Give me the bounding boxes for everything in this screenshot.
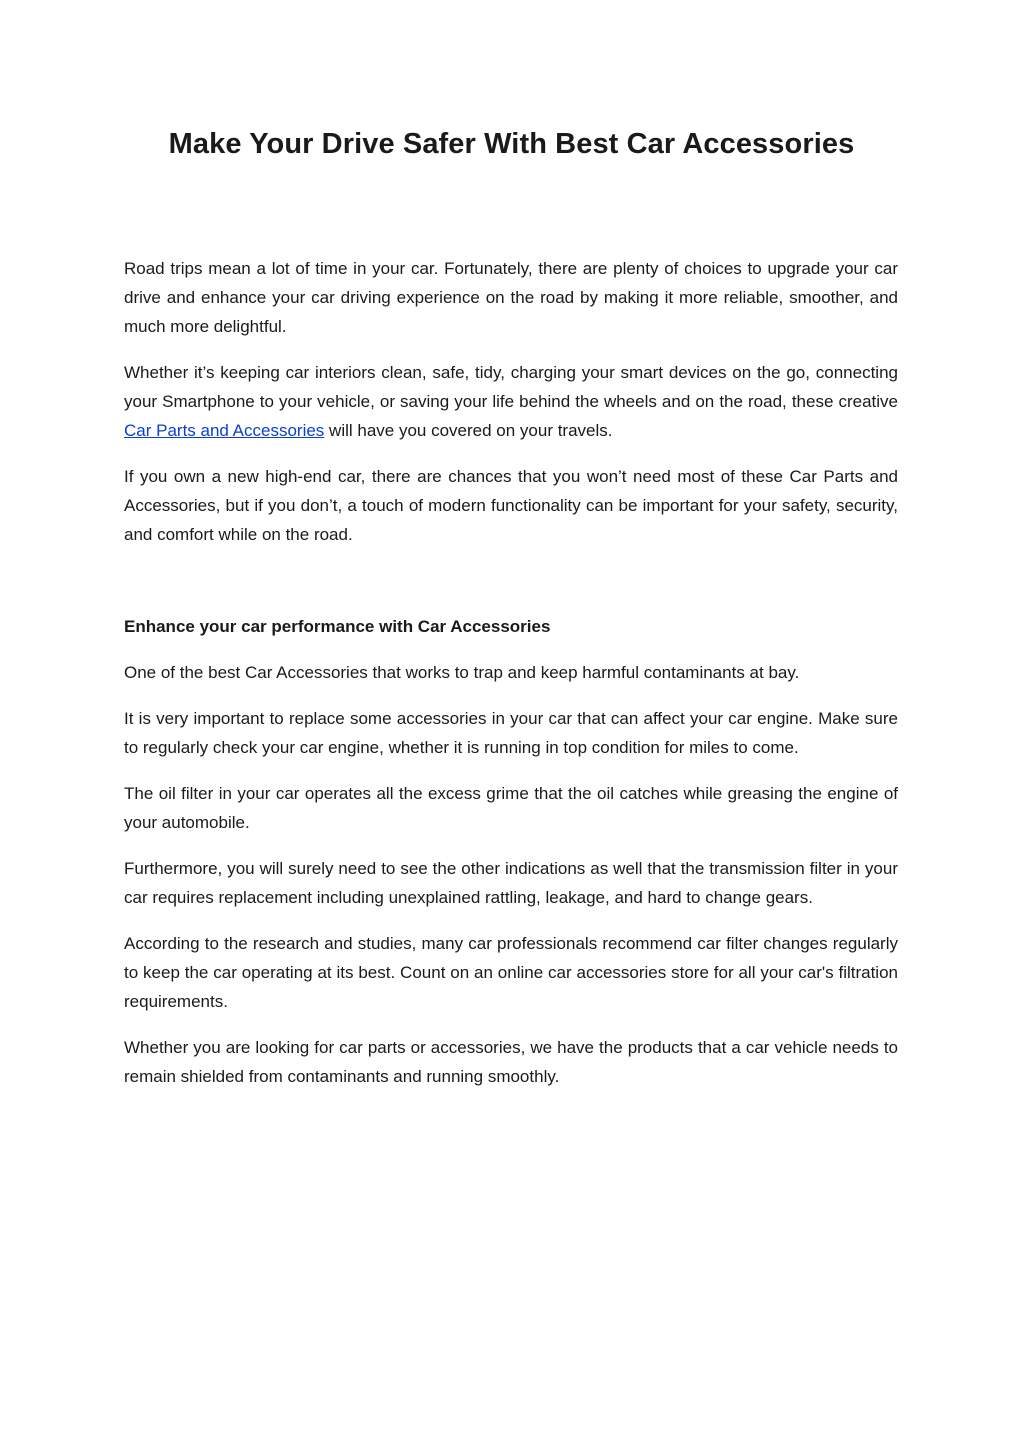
document-body [124, 254, 898, 1108]
document-title: Make Your Drive Safer With Best Car Accessories [168, 128, 855, 160]
paragraph-transmission: Furthermore, you will surely need to see the other indications as well that the transmission filter in your car requires replacement including unexplained rattling, leakage, and hard to change gears. [124, 859, 898, 907]
paragraph-intro: Road trips mean a lot of time in your car. Fortunately, there are plenty of choices to upgrade your car drive and enhance your car driving experience on the road by making it more reliable, smoother, and much more delightful. [124, 259, 898, 336]
paragraph-closing: Whether you are looking for car parts or accessories, we have the products that a car vehicle needs to remain shielded from contaminants and running smoothly. [124, 1038, 898, 1086]
car-parts-accessories-link[interactable]: Car Parts and Accessories [124, 421, 325, 440]
paragraph-high-end-car: If you own a new high-end car, there are chances that you won’t need most of these Car Parts and Accessories, but if you don’t, a touch of modern functionality can be important for your safety, security, and comfort while on the road. [124, 467, 898, 544]
paragraph-engine: It is very important to replace some accessories in your car that can affect your car engine. Make sure to regularly check your car engine, whether it is running in top condition for miles to come. [124, 709, 898, 757]
section-heading: Enhance your car performance with Car Accessories [124, 617, 551, 636]
paragraph-interiors [124, 358, 898, 445]
paragraph-contaminants: One of the best Car Accessories that works to trap and keep harmful contaminants at bay. [124, 663, 800, 682]
paragraph-interiors-text-before: Whether it’s keeping car interiors clean, safe, tidy, charging your smart devices on the go, connecting your Smartphone to your vehicle, or saving your life behind the wheels and on the road, these creative [124, 363, 898, 411]
paragraph-oil-filter: The oil filter in your car operates all the excess grime that the oil catches while greasing the engine of your automobile. [124, 784, 898, 832]
paragraph-interiors-text-after: will have you covered on your travels. [324, 421, 613, 440]
paragraph-research: According to the research and studies, many car professionals recommend car filter changes regularly to keep the car operating at its best. Count on an online car accessories store for all your car's filtration requirements. [124, 934, 898, 1011]
blank-line [124, 566, 898, 595]
